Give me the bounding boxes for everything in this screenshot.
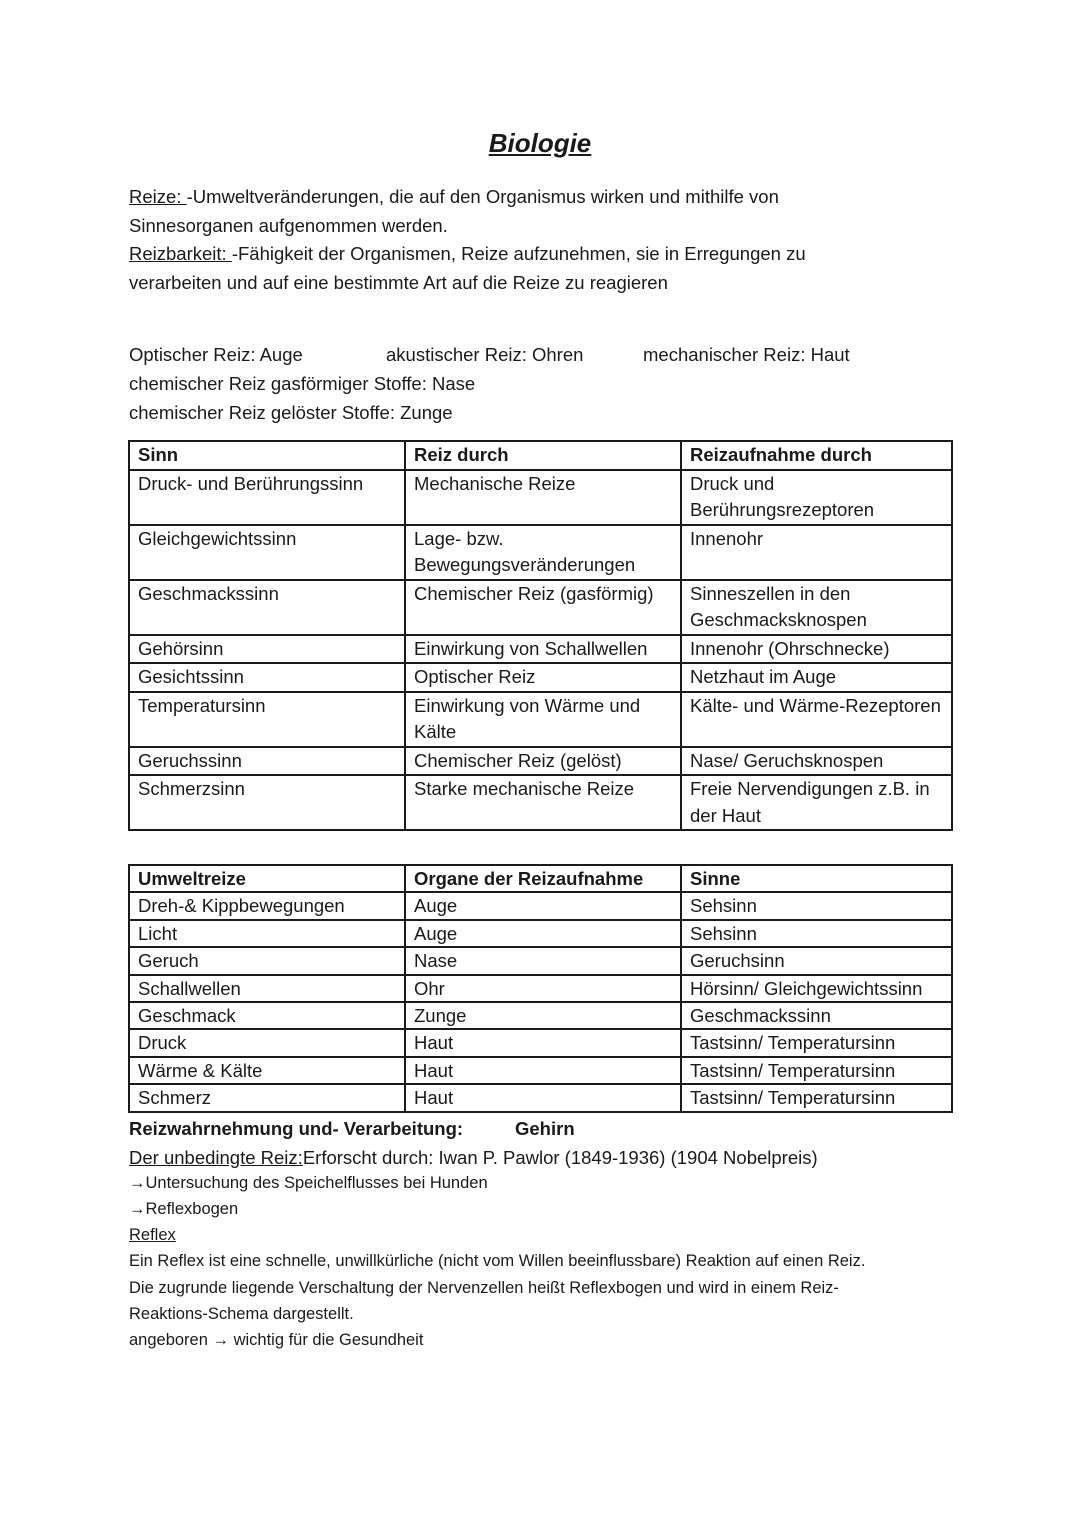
senses-table <box>128 440 953 831</box>
senses-table-row <box>129 692 952 747</box>
table-cell: Tastsinn/ Temperatursinn <box>681 1057 952 1084</box>
table-cell: Einwirkung von Wärme und Kälte <box>405 692 681 747</box>
unconditioned-item-1: →Untersuchung des Speichelflusses bei Hunden <box>129 1174 488 1192</box>
table-cell: Hörsinn/ Gleichgewichtssinn <box>681 975 952 1002</box>
senses-table-row <box>129 747 952 776</box>
table-cell: Schmerz <box>129 1084 405 1111</box>
table-cell: Wärme & Kälte <box>129 1057 405 1084</box>
table-cell: Kälte- und Wärme-Rezeptoren <box>681 692 952 747</box>
stimuli-table-row <box>129 1057 952 1084</box>
column-header: Sinne <box>681 865 952 892</box>
table-cell: Gleichgewichtssinn <box>129 525 405 580</box>
stimulus-akustisch: akustischer Reiz: Ohren <box>386 344 584 365</box>
senses-table-row <box>129 663 952 692</box>
table-cell: Sehsinn <box>681 892 952 919</box>
column-header: Reizaufnahme durch <box>681 441 952 470</box>
reflex-heading: Reflex <box>129 1226 176 1244</box>
table-header-row <box>129 441 952 470</box>
table-cell: Netzhaut im Auge <box>681 663 952 692</box>
column-header: Umweltreize <box>129 865 405 892</box>
table-cell: Haut <box>405 1084 681 1111</box>
stimulus-chemisch-geloest: chemischer Reiz gelöster Stoffe: Zunge <box>129 402 453 423</box>
table-cell: Geruch <box>129 947 405 974</box>
table-cell: Dreh-& Kippbewegungen <box>129 892 405 919</box>
senses-table-row <box>129 775 952 830</box>
reizbarkeit-text: -Fähigkeit der Organismen, Reize aufzunehmen, sie in Erregungen zu <box>231 243 806 264</box>
reflex-line-1: Ein Reflex ist eine schnelle, unwillkürliche (nicht vom Willen beeinflussbare) Reaktion auf einen Reiz. <box>129 1252 866 1270</box>
table-cell: Haut <box>405 1029 681 1056</box>
table-cell: Innenohr <box>681 525 952 580</box>
stimuli-table-row <box>129 892 952 919</box>
senses-table-row <box>129 580 952 635</box>
senses-table-row <box>129 470 952 525</box>
table-cell: Ohr <box>405 975 681 1002</box>
definition-reizbarkeit-cont: verarbeiten und auf eine bestimmte Art auf die Reize zu reagieren <box>129 272 668 293</box>
table-cell: Innenohr (Ohrschnecke) <box>681 635 952 664</box>
stimuli-table-row <box>129 1002 952 1029</box>
unconditioned-text: Erforscht durch: Iwan P. Pawlor (1849-1936) (1904 Nobelpreis) <box>302 1147 818 1168</box>
table-cell: Auge <box>405 920 681 947</box>
table-cell: Geschmackssinn <box>681 1002 952 1029</box>
stimulus-optisch: Optischer Reiz: Auge <box>129 344 303 365</box>
stimuli-table-row <box>129 975 952 1002</box>
table-cell: Nase <box>405 947 681 974</box>
stimulus-chemisch-gas: chemischer Reiz gasförmiger Stoffe: Nase <box>129 373 476 394</box>
stimulus-mechanisch: mechanischer Reiz: Haut <box>643 344 850 365</box>
definition-reizbarkeit <box>129 239 806 268</box>
table-cell: Sinneszellen in den Geschmacksknospen <box>681 580 952 635</box>
table-cell: Schmerzsinn <box>129 775 405 830</box>
definition-reize-cont: Sinnesorganen aufgenommen werden. <box>129 215 448 236</box>
table-cell: Optischer Reiz <box>405 663 681 692</box>
reizbarkeit-label: Reizbarkeit: <box>129 243 232 264</box>
table-cell: Geschmackssinn <box>129 580 405 635</box>
stimuli-table-row <box>129 1029 952 1056</box>
table-cell: Mechanische Reize <box>405 470 681 525</box>
table-cell: Starke mechanische Reize <box>405 775 681 830</box>
definition-reize <box>129 182 779 211</box>
table-cell: Auge <box>405 892 681 919</box>
reflex-line-4: angeboren → wichtig für die Gesundheit <box>129 1331 424 1349</box>
table-cell: Druck- und Berührungssinn <box>129 470 405 525</box>
page-title: Biologie <box>488 128 592 158</box>
table-cell: Einwirkung von Schallwellen <box>405 635 681 664</box>
table-cell: Temperatursinn <box>129 692 405 747</box>
reize-text: -Umweltveränderungen, die auf den Organismus wirken und mithilfe von <box>186 186 779 207</box>
table-cell: Gehörsinn <box>129 635 405 664</box>
table-cell: Chemischer Reiz (gelöst) <box>405 747 681 776</box>
table-cell: Chemischer Reiz (gasförmig) <box>405 580 681 635</box>
senses-table-row <box>129 635 952 664</box>
table-header-row <box>129 865 952 892</box>
unconditioned-item-2: →Reflexbogen <box>129 1200 239 1218</box>
table-cell: Lage- bzw. Bewegungsveränderungen <box>405 525 681 580</box>
table-cell: Gesichtssinn <box>129 663 405 692</box>
unconditioned-stimulus <box>129 1143 818 1172</box>
table-cell: Geschmack <box>129 1002 405 1029</box>
reflex-line-2: Die zugrunde liegende Verschaltung der Nervenzellen heißt Reflexbogen und wird in einem Reiz- <box>129 1279 839 1297</box>
table-cell: Schallwellen <box>129 975 405 1002</box>
stimuli-table-row <box>129 920 952 947</box>
processing-label: Reizwahrnehmung und- Verarbeitung: <box>129 1118 464 1139</box>
column-header: Sinn <box>129 441 405 470</box>
stimuli-table-row <box>129 947 952 974</box>
environment-stimuli-table <box>128 864 953 1113</box>
table-cell: Haut <box>405 1057 681 1084</box>
column-header: Reiz durch <box>405 441 681 470</box>
reflex-line-3: Reaktions-Schema dargestellt. <box>129 1305 354 1323</box>
table-cell: Sehsinn <box>681 920 952 947</box>
processing-value: Gehirn <box>515 1118 575 1139</box>
table-cell: Freie Nervendigungen z.B. in der Haut <box>681 775 952 830</box>
table-cell: Geruchsinn <box>681 947 952 974</box>
unconditioned-label: Der unbedingte Reiz: <box>129 1147 303 1168</box>
column-header: Organe der Reizaufnahme <box>405 865 681 892</box>
table-cell: Licht <box>129 920 405 947</box>
stimuli-table-row <box>129 1084 952 1111</box>
table-cell: Nase/ Geruchsknospen <box>681 747 952 776</box>
reize-label: Reize: <box>129 186 187 207</box>
table-cell: Geruchssinn <box>129 747 405 776</box>
table-cell: Druck und Berührungsrezeptoren <box>681 470 952 525</box>
table-cell: Druck <box>129 1029 405 1056</box>
senses-table-row <box>129 525 952 580</box>
table-cell: Tastsinn/ Temperatursinn <box>681 1084 952 1111</box>
table-cell: Tastsinn/ Temperatursinn <box>681 1029 952 1056</box>
table-cell: Zunge <box>405 1002 681 1029</box>
